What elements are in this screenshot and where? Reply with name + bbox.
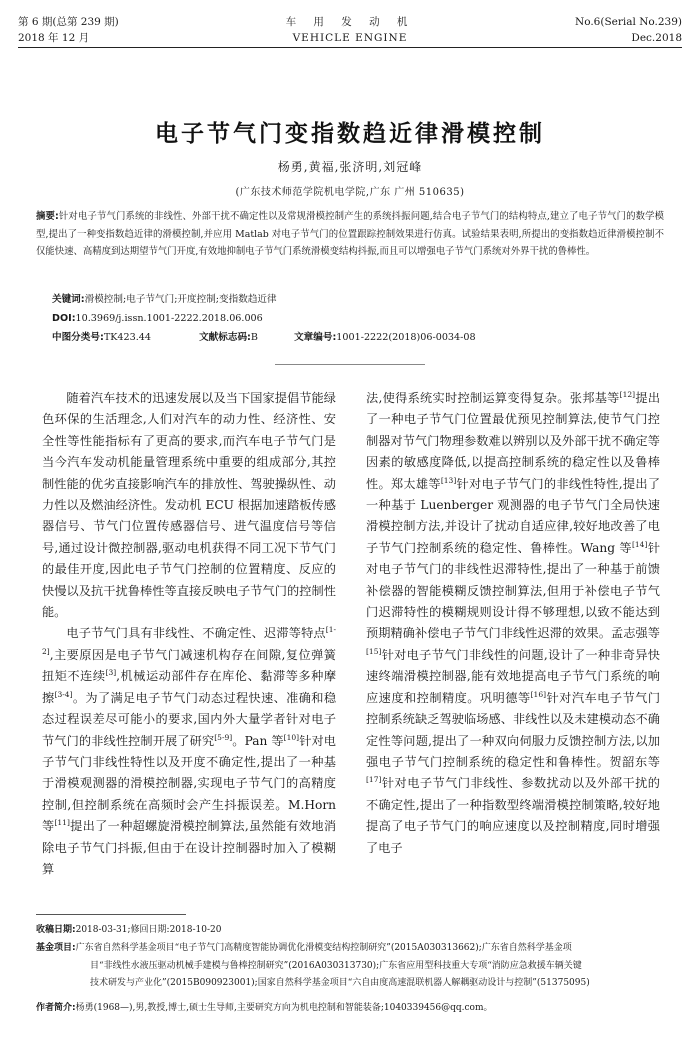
citation-ref[interactable]: [3]: [105, 668, 117, 678]
clc-value: TK423.44: [103, 332, 151, 343]
intro-paragraph-1: 随着汽车技术的迅速发展以及当下国家提倡节能绿色环保的生活理念,人们对汽车的动力性、经济性、安全性等性能指标有了更高的要求,而汽车电子节气门是当今汽车发动机能量管理系统中重要的组成部分,其控制性能的优劣直接影响汽车的排放性、驾驶操纵性、动力性以及燃油经济性。发动机 ECU 根据加速踏板传感器信号、节气门位置传感器信号、进气温度信号等信号,通过设计微控制器,驱动电机获得不同工况下节气门的最佳开度,因此电子节气门控制的位置精度、反应的快慢以及抗干扰鲁棒性等直接反映电子节气门的控制性能。: [42, 391, 336, 620]
citation-ref[interactable]: [15]: [366, 646, 382, 656]
header-rule: [18, 47, 682, 48]
citation-ref[interactable]: [10]: [283, 732, 300, 742]
citation-ref[interactable]: [16]: [530, 689, 547, 699]
article-number-label: 文章编号:: [294, 332, 337, 343]
header-serial: No.6(Serial No.239): [575, 16, 682, 28]
abstract-label: 摘要:: [36, 211, 59, 222]
doc-code-label: 文献标志码:: [199, 332, 251, 343]
author-bio-value: 杨勇(1968—),男,教授,博士,硕士生导师,主要研究方向为机电控制和智能装备;1040339456@qq.com。: [75, 1003, 493, 1013]
funding-line-2: 目“非线性水液压驱动机械手建模与鲁棒控制研究”(2016A030313730);广东省应用型科技重大专项“消防应急救援车辆关键: [90, 960, 582, 971]
abstract-divider: [275, 364, 425, 365]
abstract-text: 针对电子节气门系统的非线性、外部干扰不确定性以及常规滑模控制产生的系统抖振问题,结合电子节气门的结构特点,建立了电子节气门的数学模型,提出了一种变指数趋近律的滑模控制,并应用 Matlab 对电子节气门的位置跟踪控制效果进行仿真。试验结果表明,所提出的变指数趋近律滑模控制不仅能快速、高精度到达期望节气门开度,有效地抑制电子节气门系统滑模变结构抖振,而且可以增强电子节气门系统对外界干扰的鲁棒性。: [36, 211, 664, 257]
intro-paragraph-2: 电子节气门具有非线性、不确定性、迟滞等特点[1-2],主要原因是电子节气门减速机构存在间隙,复位弹簧扭矩不连续[3],机械运动部件存在库伦、黏滞等多种摩擦[3-4]。为了满足电子节气门动态过程快速、准确和稳态过程误差尽可能小的要求,国内外大量学者针对电子节气门的非线性控制开展了研究[5-9]。Pan 等[10]针对电子节气门非线性特性以及开度不确定性,提出了一种基于滑模观测器的滑模控制器,实现电子节气门的高精度控制,但控制系统在高频时会产生抖振误差。M.Horn 等[11]提出了一种超螺旋滑模控制算法,虽然能有效地消除电子节气门抖振,但由于在设计控制器时加入了模糊算: [42, 625, 337, 876]
footnote-author: [36, 1000, 664, 1018]
citation-ref[interactable]: [11]: [54, 818, 70, 828]
keywords: [52, 292, 277, 307]
footnote-rule: [36, 914, 186, 915]
journal-name-en: VEHICLE ENGINE: [292, 32, 408, 44]
doi: [52, 311, 263, 326]
clc-label: 中图分类号:: [52, 332, 104, 343]
header-month: Dec.2018: [631, 32, 682, 44]
article-title: 电子节气门变指数趋近律滑模控制: [155, 121, 545, 147]
footnote-dates: [36, 922, 664, 940]
footnote-funding: [36, 940, 664, 993]
keywords-label: 关键词:: [52, 294, 85, 305]
keywords-text: 滑模控制;电子节气门;开度控制;变指数趋近律: [84, 294, 277, 305]
header-issue: 第 6 期(总第 239 期): [18, 16, 119, 28]
intro-paragraph-2-continued: 法,使得系统实时控制运算变得复杂。张邦基等[12]提出了一种电子节气门位置最优预见控制算法,使节气门控制器对节气门物理参数难以辨别以及外部干扰不确定等因素的敏感度降低,以提高控制系统的稳定性以及鲁棒性。郑太雄等[13]针对电子节气门的非线性特性,提出了一种基于 Luenberger 观测器的电子节气门全局快速滑模控制方法,并设计了扰动自适应律,较好地改善了电子节气门控制系统的稳定性、鲁棒性。Wang 等[14]针对电子节气门的非线性迟滞特性,提出了一种基于前馈补偿器的智能模糊反馈控制算法,但用于补偿电子节气门迟滞特性的模糊规则设计得不够理想,以致不能达到预期精确补偿电子节气门非线性迟滞的效果。孟志强等[15]针对电子节气门非线性的问题,设计了一种非奇异快速终端滑模控制器,能有效地提高电子节气门系统的响应速度和控制精度。巩明德等[16]针对汽车电子节气门控制系统缺乏驾驶临场感、非线性以及未建模动态不确定性等问题,提出了一种双向伺服力反馈控制方法,以加强电子节气门控制系统的稳定性和鲁棒性。贺韶东等[17]针对电子节气门非线性、参数扰动以及外部干扰的不确定性,提出了一种指数型终端滑模控制策略,较好地提高了电子节气门的响应速度以及控制精度,同时增强了电子: [366, 390, 661, 855]
body-column-left: [42, 388, 336, 880]
citation-ref[interactable]: [3-4]: [54, 689, 73, 699]
citation-ref[interactable]: [5-9]: [214, 732, 233, 742]
header-date: 2018 年 12 月: [18, 32, 90, 44]
citation-ref[interactable]: [13]: [440, 475, 457, 485]
doi-link[interactable]: 10.3969/j.issn.1001-2222.2018.06.006: [75, 313, 263, 324]
funding-label: 基金项目:: [36, 943, 76, 953]
classification-codes: [52, 330, 476, 345]
journal-name-cn: 车 用 发 动 机: [285, 16, 415, 28]
citation-ref[interactable]: [1-2]: [42, 625, 336, 656]
body-column-right: [366, 388, 660, 859]
citation-ref[interactable]: [12]: [619, 390, 636, 399]
author-bio-label: 作者简介:: [36, 1003, 76, 1013]
dates-label: 收稿日期:: [36, 925, 76, 935]
doi-label: DOI:: [52, 313, 76, 324]
doc-code-value: B: [250, 332, 258, 343]
citation-ref[interactable]: [17]: [366, 775, 382, 785]
funding-line-1: 广东省自然科学基金项目“电子节气门高精度智能协调优化滑模变结构控制研究”(2015A030313662);广东省自然科学基金项: [75, 943, 572, 953]
funding-line-3: 技术研发与产业化”(2015B090923001);国家自然科学基金项目“六自由度高速混联机器人解耦驱动设计与控制”(51375095): [90, 978, 590, 988]
affiliation: (广东技术师范学院机电学院,广东 广州 510635): [235, 187, 465, 198]
dates-value: 2018-03-31;修回日期:2018-10-20: [75, 925, 222, 935]
article-number-value: 1001-2222(2018)06-0034-08: [336, 332, 476, 343]
abstract: [36, 208, 664, 261]
authors: 杨勇,黄福,张济明,刘冠峰: [277, 160, 423, 174]
citation-ref[interactable]: [14]: [631, 539, 648, 549]
